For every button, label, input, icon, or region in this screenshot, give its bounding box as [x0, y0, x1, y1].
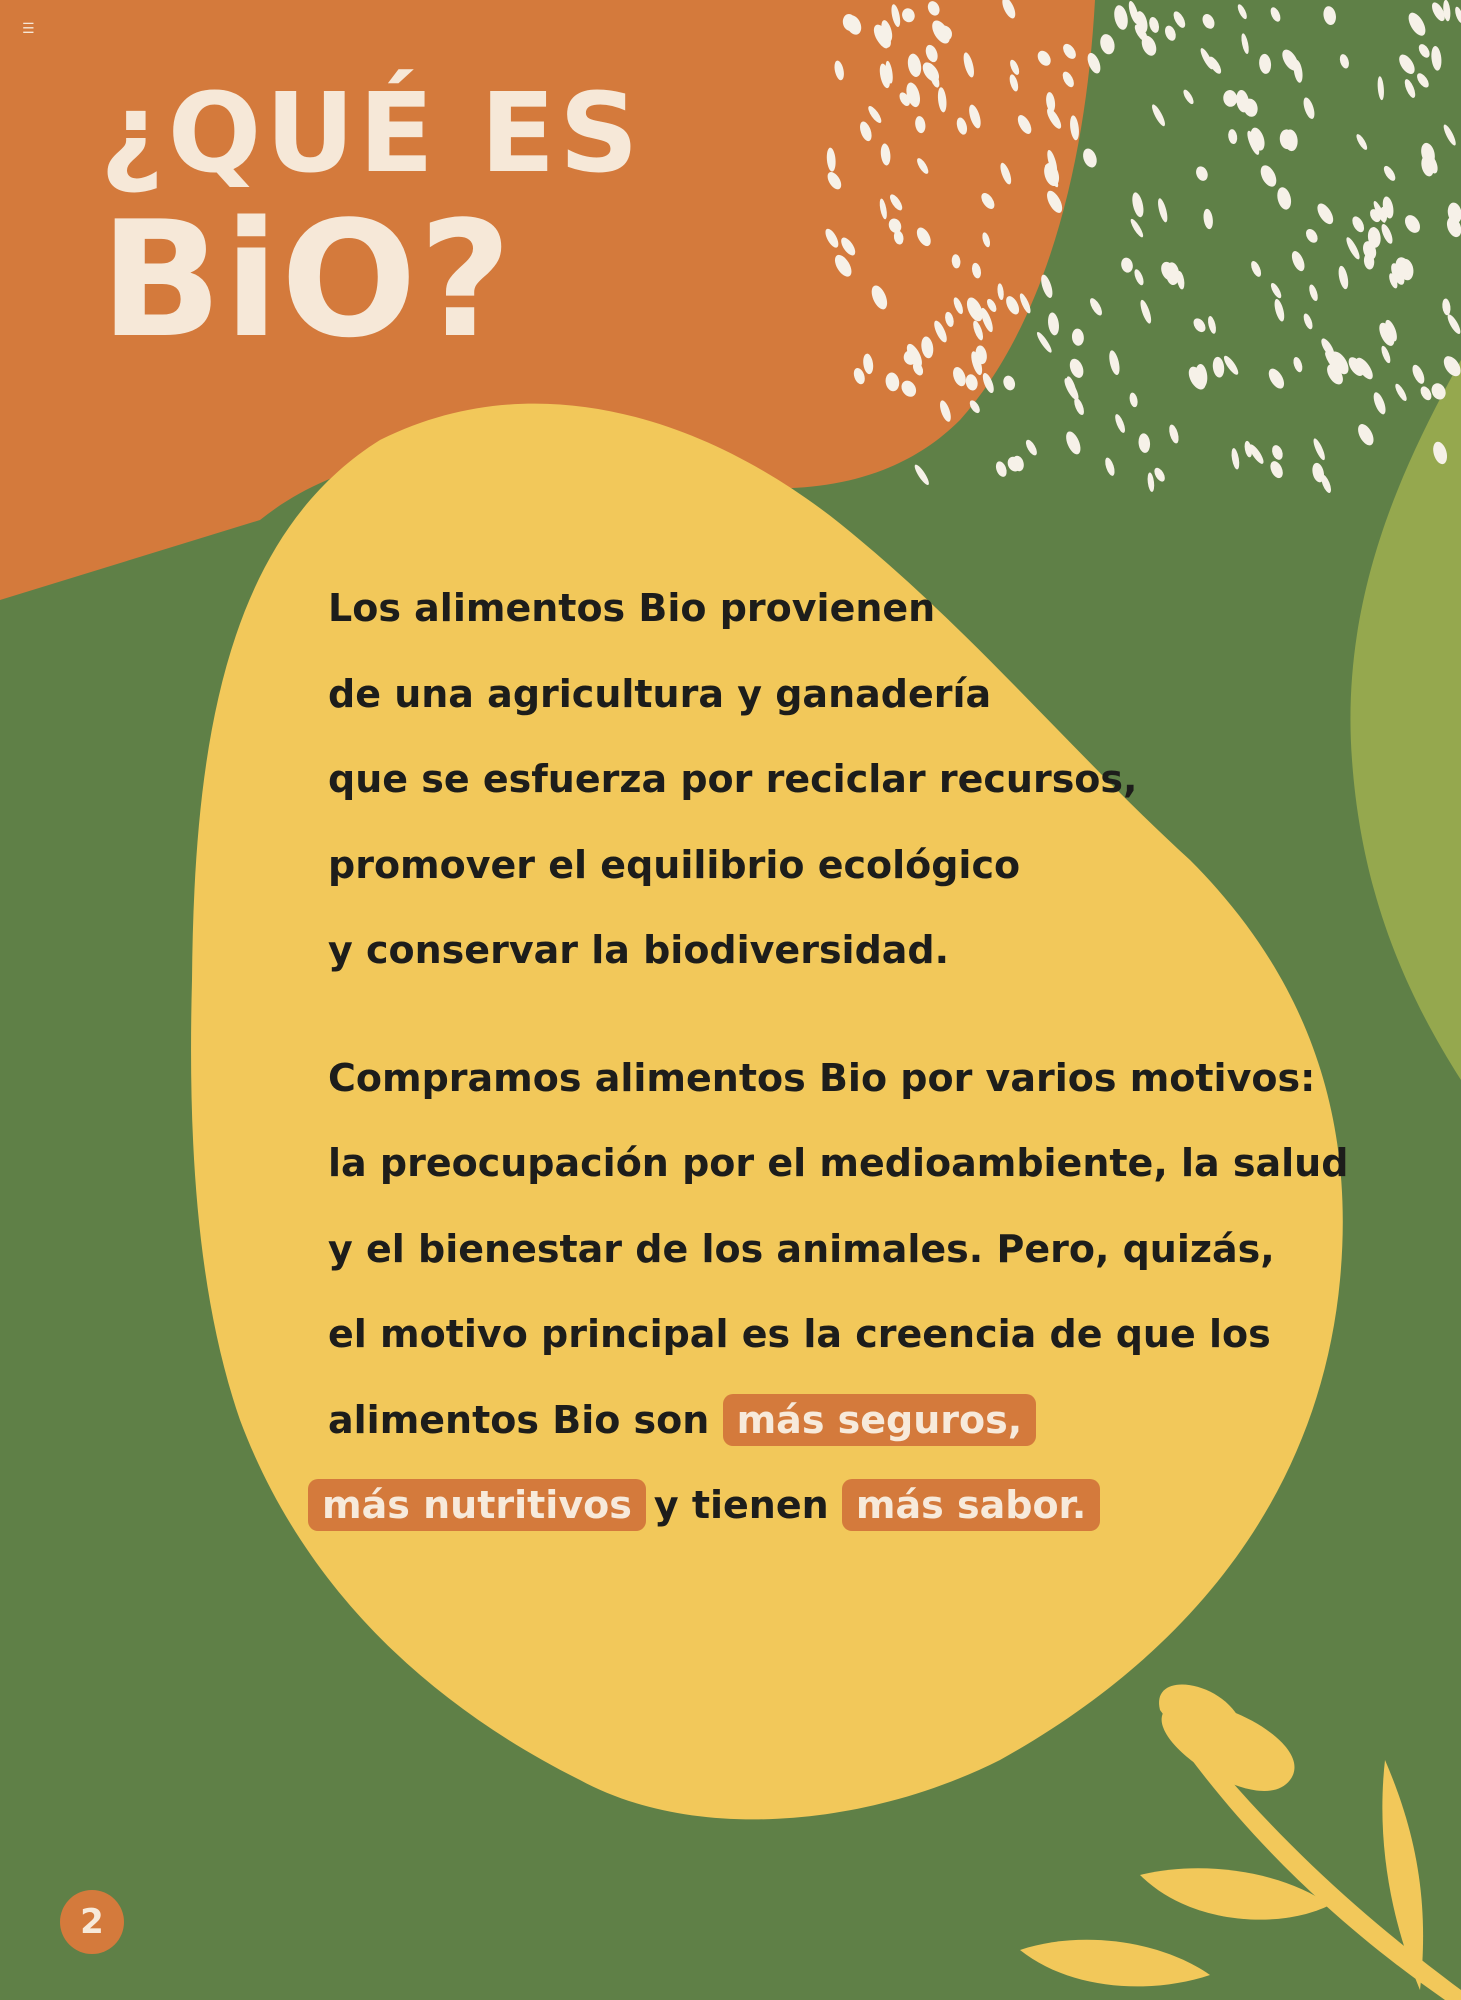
menu-icon[interactable]: ☰ — [22, 21, 35, 37]
paragraph2-line-6 — [322, 1477, 1288, 1563]
speckle — [1402, 212, 1423, 235]
speckle — [1301, 96, 1316, 120]
paragraph-gap — [328, 1008, 1288, 1050]
speckle — [1222, 89, 1238, 108]
speckle — [1377, 76, 1385, 100]
speckle — [1227, 129, 1238, 145]
speckle — [1001, 374, 1017, 392]
speckle — [1440, 353, 1461, 379]
speckle — [1063, 429, 1083, 456]
speckle — [1355, 133, 1370, 152]
speckle — [1067, 357, 1086, 380]
speckle — [1202, 208, 1214, 229]
speckle — [1454, 6, 1461, 24]
speckle — [912, 463, 931, 487]
speckle — [1268, 459, 1285, 480]
speckle — [1311, 437, 1327, 461]
speckle — [1222, 354, 1241, 377]
speckle — [994, 460, 1009, 479]
page-title — [100, 69, 643, 373]
speckle — [1249, 260, 1263, 279]
speckle — [1405, 10, 1429, 38]
speckle — [1314, 201, 1336, 227]
paragraph2-line: el motivo principal es la creencia de que los — [328, 1312, 1271, 1356]
speckle — [1430, 45, 1442, 71]
speckle — [1380, 345, 1393, 364]
paragraph1-line: de una agricultura y ganadería — [328, 671, 992, 716]
speckle — [1258, 53, 1272, 74]
speckle — [1167, 424, 1180, 445]
speckle — [1304, 227, 1320, 245]
speckle — [1338, 53, 1350, 70]
speckle — [1156, 197, 1169, 223]
speckle — [1103, 456, 1116, 476]
speckle — [1403, 78, 1418, 99]
speckle — [1417, 42, 1432, 59]
speckle — [1129, 217, 1145, 238]
page-number: 2 — [60, 1890, 124, 1954]
speckle — [1128, 392, 1139, 408]
speckle — [1088, 296, 1105, 317]
speckle — [1415, 71, 1431, 89]
speckle — [1396, 52, 1418, 77]
paragraph1-line: Los alimentos Bio provienen — [328, 586, 936, 630]
title-line-1: ¿QUÉ ES — [100, 69, 643, 197]
speckle — [1120, 256, 1135, 273]
olive-shape — [1350, 360, 1461, 1080]
speckle — [1302, 312, 1314, 330]
speckle — [1206, 315, 1217, 334]
speckle — [1113, 413, 1127, 434]
speckle — [1350, 214, 1367, 234]
speckle — [1138, 433, 1151, 454]
speckle — [1337, 265, 1350, 290]
speckle — [1308, 284, 1320, 303]
speckle — [1344, 236, 1362, 261]
speckle — [1024, 438, 1039, 457]
speckle — [1442, 123, 1458, 147]
speckle — [1081, 147, 1100, 170]
speckle — [1275, 186, 1293, 211]
line6-mid: y tienen — [653, 1483, 829, 1527]
speckle — [1148, 16, 1161, 34]
speckle — [1152, 466, 1167, 483]
speckle — [1292, 356, 1304, 373]
speckle — [1171, 10, 1187, 30]
paragraph2-line-5 — [328, 1392, 1288, 1478]
speckle — [1150, 103, 1167, 128]
speckle — [1147, 472, 1156, 492]
line5-prefix: alimentos Bio son — [328, 1397, 710, 1442]
speckle — [1266, 366, 1288, 391]
leaf-branch — [1020, 1685, 1461, 2000]
speckle — [1098, 32, 1117, 55]
speckle — [1393, 382, 1409, 402]
speckle — [1379, 223, 1394, 246]
speckle — [1269, 282, 1283, 300]
paragraph1-line: promover el equilibrio ecológico — [328, 842, 1021, 887]
speckle — [1273, 298, 1287, 322]
paragraph1-line: y conservar la biodiversidad. — [328, 928, 950, 972]
paragraph1-line: que se esfuerza por reciclar recursos, — [328, 757, 1138, 801]
speckle — [1410, 363, 1427, 385]
speckle — [1322, 5, 1338, 26]
speckle — [1257, 163, 1279, 189]
speckle — [1445, 313, 1461, 336]
speckle — [1230, 448, 1240, 470]
speckle — [1269, 6, 1283, 23]
speckle — [1182, 88, 1196, 105]
speckle — [1035, 330, 1054, 354]
speckle — [1355, 422, 1377, 448]
speckle — [1371, 391, 1388, 416]
speckle — [1107, 349, 1121, 376]
body-text — [322, 580, 1349, 1563]
highlight-mas-sabor: más sabor. — [842, 1479, 1100, 1531]
paragraph2-line: Compramos alimentos Bio por varios motivos: — [328, 1055, 1316, 1100]
paragraph2-line: y el bienestar de los animales. Pero, quizás, — [328, 1226, 1275, 1271]
speckle — [1130, 191, 1145, 218]
speckle — [1047, 312, 1061, 336]
speckle — [1112, 4, 1130, 31]
speckle — [1270, 444, 1285, 462]
speckle — [1071, 328, 1085, 346]
speckle — [1138, 299, 1153, 325]
speckle — [1289, 249, 1307, 273]
highlight-mas-nutritivos: más nutritivos — [308, 1479, 646, 1531]
highlight-mas-seguros: más seguros, — [723, 1394, 1037, 1446]
speckle — [1194, 165, 1210, 183]
speckle — [1133, 268, 1146, 286]
speckle — [1441, 298, 1451, 316]
speckle — [1200, 12, 1217, 31]
speckle — [1212, 356, 1226, 378]
speckle — [1418, 385, 1433, 403]
speckle — [1236, 3, 1249, 20]
title-line-2: BiO? — [100, 186, 514, 373]
speckle — [1191, 316, 1208, 334]
speckle — [1072, 397, 1086, 417]
speckle — [1240, 33, 1250, 55]
paragraph2-line: la preocupación por el medioambiente, la salud — [328, 1141, 1349, 1185]
speckle — [1163, 24, 1178, 42]
speckle — [1382, 164, 1398, 183]
